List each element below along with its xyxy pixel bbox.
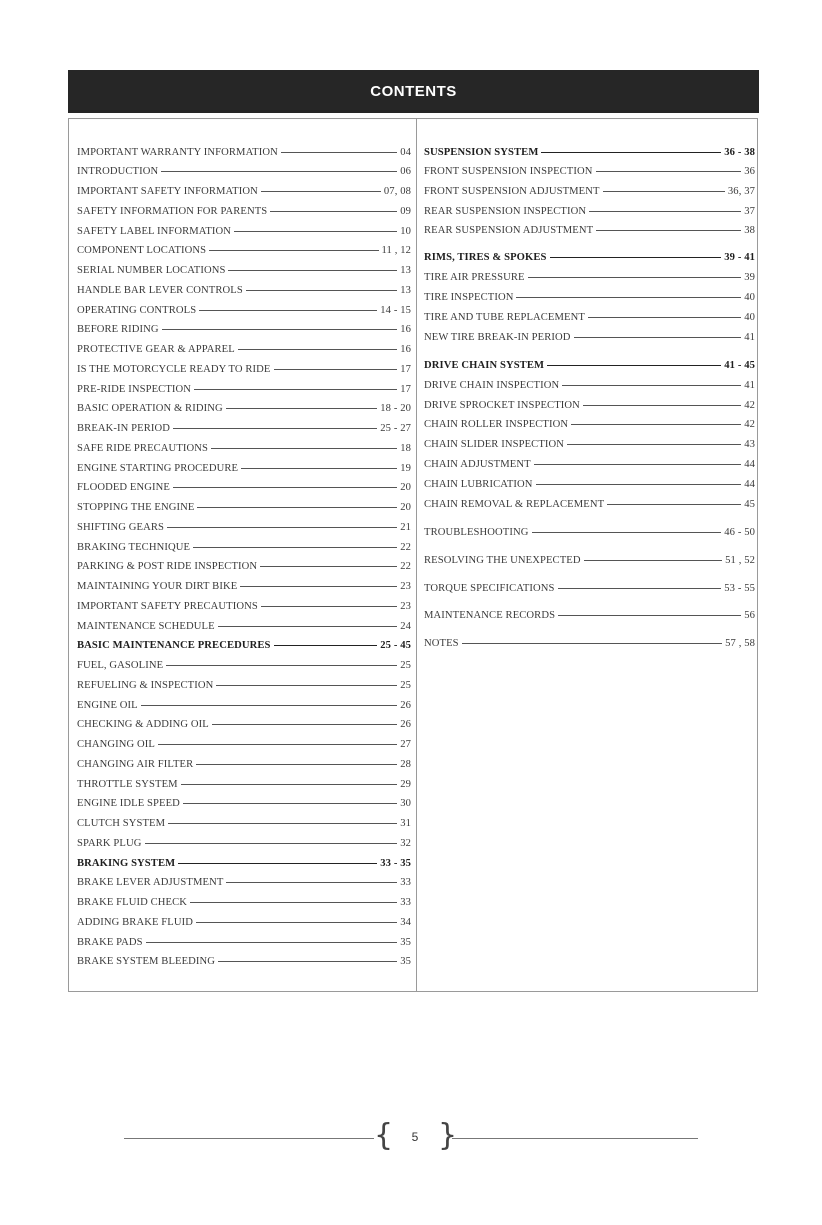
toc-entry[interactable] xyxy=(77,875,411,891)
toc-entry[interactable] xyxy=(77,184,411,200)
toc-entry-title: BEFORE RIDING xyxy=(77,324,159,336)
toc-leader-line xyxy=(161,171,397,172)
toc-entry-title: REFUELING & INSPECTION xyxy=(77,679,214,691)
toc-leader-line xyxy=(238,349,397,350)
column-divider xyxy=(416,118,417,992)
toc-entry-page: 17 xyxy=(400,363,411,375)
toc-leader-line xyxy=(270,211,397,212)
toc-entry-page: 41 - 45 xyxy=(724,359,755,371)
toc-entry-title: BRAKE FLUID CHECK xyxy=(77,897,187,908)
toc-entry-title: BRAKE LEVER ADJUSTMENT xyxy=(77,877,224,889)
toc-leader-line xyxy=(173,428,377,429)
toc-entry-title: BRAKE SYSTEM BLEEDING xyxy=(77,956,216,968)
toc-entry[interactable] xyxy=(424,496,755,512)
toc-leader-line xyxy=(596,171,742,172)
toc-entry-title: TIRE AIR PRESSURE xyxy=(424,271,525,283)
toc-leader-line xyxy=(167,527,397,528)
toc-entry-title: MAINTENANCE RECORDS xyxy=(424,609,556,621)
toc-entry-title: SAFETY INFORMATION FOR PARENTS xyxy=(77,205,268,217)
toc-leader-line xyxy=(197,507,397,508)
toc-entry[interactable] xyxy=(77,954,411,970)
toc-leader-line xyxy=(603,191,725,192)
toc-entry[interactable] xyxy=(77,638,411,654)
toc-entry-page: 20 xyxy=(400,502,411,513)
toc-entry-title: OPERATING CONTROLS xyxy=(77,304,197,316)
toc-leader-line xyxy=(547,365,721,366)
toc-leader-line xyxy=(162,329,398,330)
toc-entry[interactable] xyxy=(424,163,755,179)
toc-entry-page: 22 xyxy=(400,541,411,553)
toc-entry[interactable] xyxy=(77,737,411,753)
toc-entry-page: 30 xyxy=(400,798,411,810)
toc-entry-title: HANDLE BAR LEVER CONTROLS xyxy=(77,284,243,296)
toc-entry-title: NOTES xyxy=(424,637,459,649)
toc-entry[interactable] xyxy=(77,144,411,160)
toc-entry-title: DRIVE CHAIN SYSTEM xyxy=(424,359,545,371)
toc-leader-line xyxy=(532,532,722,533)
toc-entry-title: CHANGING OIL xyxy=(77,739,155,750)
toc-leader-line xyxy=(534,464,742,465)
toc-entry[interactable] xyxy=(424,357,755,373)
toc-entry-page: 46 - 50 xyxy=(724,526,755,538)
toc-entry-page: 42 xyxy=(744,418,755,430)
toc-entry-page: 56 xyxy=(744,609,755,621)
toc-entry-title: PROTECTIVE GEAR & APPAREL xyxy=(77,344,235,355)
toc-entry-page: 40 xyxy=(744,311,755,323)
toc-entry-title: BRAKE PADS xyxy=(77,936,143,948)
toc-leader-line xyxy=(462,643,723,644)
toc-entry-page: 28 xyxy=(400,758,411,770)
toc-entry-title: ENGINE IDLE SPEED xyxy=(77,798,180,810)
toc-entry-title: IMPORTANT SAFETY INFORMATION xyxy=(77,186,258,197)
toc-entry-page: 35 xyxy=(400,936,411,948)
toc-entry-title: CHAIN SLIDER INSPECTION xyxy=(424,438,565,450)
toc-entry[interactable] xyxy=(77,934,411,950)
page-number: 5 xyxy=(411,1130,419,1144)
toc-leader-line xyxy=(274,645,378,646)
toc-entry[interactable] xyxy=(424,436,755,452)
left-brace-icon: { xyxy=(374,1118,394,1153)
toc-entry[interactable] xyxy=(77,618,411,634)
toc-leader-line xyxy=(550,257,722,258)
toc-leader-line xyxy=(158,744,397,745)
toc-entry-page: 36 xyxy=(744,165,755,177)
toc-leader-line xyxy=(558,588,722,589)
toc-entry-page: 45 xyxy=(744,498,755,510)
toc-entry-title: TORQUE SPECIFICATIONS xyxy=(424,582,555,594)
toc-entry-page: 07, 08 xyxy=(383,186,411,197)
toc-entry[interactable] xyxy=(77,164,411,180)
toc-entry-page: 39 - 41 xyxy=(724,251,755,263)
toc-entry-page: 17 xyxy=(400,383,411,395)
toc-entry[interactable] xyxy=(77,500,411,516)
toc-leader-line xyxy=(168,823,397,824)
toc-entry-page: 16 xyxy=(400,344,411,355)
toc-entry-page: 10 xyxy=(400,225,411,237)
toc-leader-line xyxy=(274,369,398,370)
toc-entry-page: 39 xyxy=(744,271,755,283)
toc-entry-page: 06 xyxy=(400,166,411,178)
toc-entry[interactable] xyxy=(77,855,411,871)
toc-entry[interactable] xyxy=(424,329,755,345)
toc-entry[interactable] xyxy=(77,322,411,338)
toc-entry-title: SERIAL NUMBER LOCATIONS xyxy=(77,265,226,276)
toc-leader-line xyxy=(194,389,397,390)
toc-entry[interactable] xyxy=(77,243,411,259)
toc-entry-page: 20 xyxy=(400,482,411,494)
toc-entry-title: NEW TIRE BREAK-IN PERIOD xyxy=(424,331,571,343)
toc-entry-title: CHAIN ROLLER INSPECTION xyxy=(424,418,569,430)
toc-entry[interactable] xyxy=(77,539,411,555)
toc-leader-line xyxy=(173,487,397,488)
toc-entry-title: SPARK PLUG xyxy=(77,837,142,849)
toc-entry-title: TIRE AND TUBE REPLACEMENT xyxy=(424,311,585,323)
toc-leader-line xyxy=(562,385,741,386)
toc-entry-page: 09 xyxy=(400,205,411,217)
toc-entry-page: 42 xyxy=(744,399,755,411)
toc-entry[interactable] xyxy=(77,579,411,595)
toc-entry-title: SAFE RIDE PRECAUTIONS xyxy=(77,442,209,454)
toc-entry[interactable] xyxy=(77,756,411,772)
toc-leader-line xyxy=(209,250,378,251)
right-brace-icon: } xyxy=(438,1118,458,1153)
toc-entry[interactable] xyxy=(77,559,411,575)
toc-entry-page: 41 xyxy=(744,331,755,343)
toc-entry-page: 22 xyxy=(400,561,411,573)
toc-entry-page: 19 xyxy=(400,462,411,474)
toc-entry-page: 34 xyxy=(400,916,411,928)
toc-leader-line xyxy=(246,290,397,291)
toc-entry-page: 44 xyxy=(744,458,755,470)
toc-entry-title: IMPORTANT WARRANTY INFORMATION xyxy=(77,146,278,158)
toc-leader-line xyxy=(226,408,378,409)
contents-title: CONTENTS xyxy=(370,83,457,100)
contents-header xyxy=(68,70,759,113)
toc-entry-title: BRAKING SYSTEM xyxy=(77,857,176,869)
toc-leader-line xyxy=(528,277,742,278)
toc-entry-page: 57 , 58 xyxy=(725,637,755,649)
toc-entry-page: 25 xyxy=(400,660,411,671)
toc-entry-title: BASIC MAINTENANCE PRECEDURES xyxy=(77,640,271,652)
toc-entry-title: INTRODUCTION xyxy=(77,166,159,178)
toc-leader-line xyxy=(141,705,397,706)
toc-entry-title: FUEL, GASOLINE xyxy=(77,660,164,671)
toc-leader-line xyxy=(516,297,741,298)
toc-entry[interactable] xyxy=(77,677,411,693)
toc-entry[interactable] xyxy=(77,401,411,417)
toc-leader-line xyxy=(240,586,397,587)
footer-rule-left xyxy=(124,1138,374,1139)
toc-leader-line xyxy=(146,942,398,943)
toc-entry-title: PARKING & POST RIDE INSPECTION xyxy=(77,561,258,573)
toc-entry-page: 40 xyxy=(744,291,755,303)
toc-entry-title: DRIVE SPROCKET INSPECTION xyxy=(424,399,580,411)
toc-entry-title: REAR SUSPENSION INSPECTION xyxy=(424,205,587,217)
toc-entry-page: 51 , 52 xyxy=(725,554,755,566)
toc-leader-line xyxy=(193,547,397,548)
toc-entry[interactable] xyxy=(77,914,411,930)
toc-leader-line xyxy=(583,405,741,406)
toc-entry-page: 41 xyxy=(744,379,755,391)
toc-entry[interactable] xyxy=(77,421,411,437)
toc-entry-page: 29 xyxy=(400,778,411,790)
toc-entry-title: BRAKING TECHNIQUE xyxy=(77,541,191,553)
toc-entry-title: MAINTENANCE SCHEDULE xyxy=(77,620,215,632)
toc-leader-line xyxy=(607,504,741,505)
toc-entry-title: CHAIN LUBRICATION xyxy=(424,478,533,490)
toc-entry[interactable] xyxy=(424,397,755,413)
toc-entry-page: 37 xyxy=(744,205,755,217)
toc-entry[interactable] xyxy=(424,144,755,160)
toc-entry-page: 53 - 55 xyxy=(724,582,755,594)
toc-leader-line xyxy=(145,843,398,844)
toc-entry-page: 14 - 15 xyxy=(380,304,411,316)
toc-leader-line xyxy=(241,468,397,469)
toc-entry-title: ENGINE OIL xyxy=(77,699,138,711)
toc-leader-line xyxy=(216,685,397,686)
toc-entry[interactable] xyxy=(77,519,411,535)
toc-entry[interactable] xyxy=(77,816,411,832)
toc-entry-page: 25 - 27 xyxy=(380,423,411,434)
toc-entry[interactable] xyxy=(77,796,411,812)
toc-leader-line xyxy=(541,152,721,153)
toc-entry[interactable] xyxy=(77,440,411,456)
toc-leader-line xyxy=(574,337,742,338)
toc-entry[interactable] xyxy=(77,282,411,298)
toc-entry[interactable] xyxy=(77,223,411,239)
toc-leader-line xyxy=(226,882,397,883)
toc-entry-page: 25 xyxy=(400,679,411,691)
toc-entry-title: TIRE INSPECTION xyxy=(424,291,514,303)
toc-entry-title: PRE-RIDE INSPECTION xyxy=(77,383,192,395)
toc-entry-title: IS THE MOTORCYCLE READY TO RIDE xyxy=(77,363,271,375)
toc-entry-title: MAINTAINING YOUR DIRT BIKE xyxy=(77,581,238,592)
toc-leader-line xyxy=(166,665,397,666)
toc-entry-page: 23 xyxy=(400,600,411,612)
toc-leader-line xyxy=(196,922,397,923)
toc-entry[interactable] xyxy=(77,460,411,476)
toc-entry-title: STOPPING THE ENGINE xyxy=(77,502,195,513)
toc-entry-page: 23 xyxy=(400,581,411,592)
toc-leader-line xyxy=(571,424,741,425)
toc-entry-page: 38 xyxy=(744,224,755,236)
toc-entry-title: CHAIN REMOVAL & REPLACEMENT xyxy=(424,498,605,510)
toc-leader-line xyxy=(589,211,741,212)
toc-entry[interactable] xyxy=(424,203,755,219)
toc-entry-page: 27 xyxy=(400,739,411,750)
toc-entry-title: SUSPENSION SYSTEM xyxy=(424,146,539,158)
toc-leader-line xyxy=(211,448,397,449)
toc-entry-title: TROUBLESHOOTING xyxy=(424,526,529,538)
toc-leader-line xyxy=(234,231,397,232)
toc-entry-page: 18 xyxy=(400,442,411,454)
toc-leader-line xyxy=(228,270,397,271)
toc-entry[interactable] xyxy=(424,377,755,393)
toc-entry[interactable] xyxy=(424,309,755,325)
toc-entry-title: BREAK-IN PERIOD xyxy=(77,423,171,434)
toc-entry[interactable] xyxy=(77,697,411,713)
toc-entry[interactable] xyxy=(77,598,411,614)
toc-leader-line xyxy=(260,566,397,567)
toc-leader-line xyxy=(558,615,741,616)
toc-entry[interactable] xyxy=(424,456,755,472)
toc-leader-line xyxy=(281,152,397,153)
toc-entry[interactable] xyxy=(424,524,755,540)
toc-entry[interactable] xyxy=(424,289,755,305)
toc-entry[interactable] xyxy=(424,249,755,265)
toc-entry[interactable] xyxy=(424,607,755,623)
toc-entry[interactable] xyxy=(77,302,411,318)
toc-entry[interactable] xyxy=(77,203,411,219)
toc-leader-line xyxy=(199,310,377,311)
toc-entry[interactable] xyxy=(77,480,411,496)
toc-leader-line xyxy=(536,484,742,485)
toc-entry-page: 44 xyxy=(744,478,755,490)
toc-leader-line xyxy=(178,863,377,864)
toc-entry-title: RESOLVING THE UNEXPECTED xyxy=(424,554,581,566)
toc-entry-page: 21 xyxy=(400,521,411,533)
toc-entry-title: FLOODED ENGINE xyxy=(77,482,170,494)
toc-entry-title: COMPONENT LOCATIONS xyxy=(77,245,207,257)
toc-entry-title: BASIC OPERATION & RIDING xyxy=(77,403,223,415)
toc-entry-page: 04 xyxy=(400,146,411,158)
toc-entry-page: 13 xyxy=(400,265,411,276)
toc-leader-line xyxy=(183,803,397,804)
toc-entry-page: 36, 37 xyxy=(727,185,755,197)
toc-entry-title: CHAIN ADJUSTMENT xyxy=(424,458,531,470)
toc-entry[interactable] xyxy=(424,552,755,568)
toc-entry-title: CHANGING AIR FILTER xyxy=(77,758,194,770)
toc-leader-line xyxy=(588,317,741,318)
toc-leader-line xyxy=(190,902,397,903)
toc-entry-page: 43 xyxy=(744,438,755,450)
toc-entry-title: FRONT SUSPENSION INSPECTION xyxy=(424,165,593,177)
toc-entry-page: 33 - 35 xyxy=(380,857,411,869)
toc-entry[interactable] xyxy=(77,342,411,358)
toc-entry-title: ENGINE STARTING PROCEDURE xyxy=(77,462,239,474)
toc-entry-page: 33 xyxy=(400,897,411,908)
toc-entry-page: 25 - 45 xyxy=(380,640,411,652)
toc-entry-title: DRIVE CHAIN INSPECTION xyxy=(424,379,560,391)
toc-entry-page: 26 xyxy=(400,699,411,711)
toc-entry-page: 24 xyxy=(400,620,411,632)
toc-leader-line xyxy=(584,560,723,561)
toc-entry[interactable] xyxy=(77,361,411,377)
toc-entry-title: FRONT SUSPENSION ADJUSTMENT xyxy=(424,185,600,197)
toc-entry[interactable] xyxy=(424,476,755,492)
toc-entry-title: SHIFTING GEARS xyxy=(77,521,165,533)
toc-entry-title: RIMS, TIRES & SPOKES xyxy=(424,251,547,263)
toc-entry[interactable] xyxy=(77,776,411,792)
toc-leader-line xyxy=(196,764,397,765)
toc-entry-title: SAFETY LABEL INFORMATION xyxy=(77,225,232,237)
toc-entry-page: 26 xyxy=(400,719,411,731)
toc-entry[interactable] xyxy=(77,895,411,911)
toc-entry[interactable] xyxy=(77,381,411,397)
toc-entry-page: 13 xyxy=(400,284,411,296)
toc-entry-page: 33 xyxy=(400,877,411,889)
toc-leader-line xyxy=(261,606,397,607)
toc-entry-title: CHECKING & ADDING OIL xyxy=(77,719,209,731)
toc-leader-line xyxy=(218,626,398,627)
toc-entry[interactable] xyxy=(77,717,411,733)
toc-leader-line xyxy=(567,444,741,445)
toc-entry[interactable] xyxy=(424,183,755,199)
toc-leader-line xyxy=(261,191,381,192)
toc-entry-title: THROTTLE SYSTEM xyxy=(77,778,178,790)
toc-entry-page: 31 xyxy=(400,818,411,829)
toc-entry[interactable] xyxy=(424,269,755,285)
toc-entry[interactable] xyxy=(424,222,755,238)
toc-entry-page: 16 xyxy=(400,324,411,336)
toc-entry[interactable] xyxy=(77,835,411,851)
toc-entry[interactable] xyxy=(77,263,411,279)
toc-entry-page: 18 - 20 xyxy=(380,403,411,415)
toc-entry-page: 11 , 12 xyxy=(381,245,411,257)
toc-entry-title: IMPORTANT SAFETY PRECAUTIONS xyxy=(77,600,258,612)
toc-leader-line xyxy=(218,961,397,962)
toc-entry-title: REAR SUSPENSION ADJUSTMENT xyxy=(424,224,594,236)
toc-entry[interactable] xyxy=(424,416,755,432)
toc-entry[interactable] xyxy=(77,658,411,674)
footer-rule-right xyxy=(452,1138,698,1139)
toc-entry-page: 32 xyxy=(400,837,411,849)
toc-leader-line xyxy=(181,784,398,785)
toc-entry-title: ADDING BRAKE FLUID xyxy=(77,916,193,928)
toc-entry-page: 35 xyxy=(400,956,411,968)
toc-entry-title: CLUTCH SYSTEM xyxy=(77,818,166,829)
toc-entry-page: 36 - 38 xyxy=(724,146,755,158)
toc-leader-line xyxy=(596,230,741,231)
toc-entry[interactable] xyxy=(424,635,755,651)
toc-leader-line xyxy=(212,724,397,725)
toc-entry[interactable] xyxy=(424,580,755,596)
